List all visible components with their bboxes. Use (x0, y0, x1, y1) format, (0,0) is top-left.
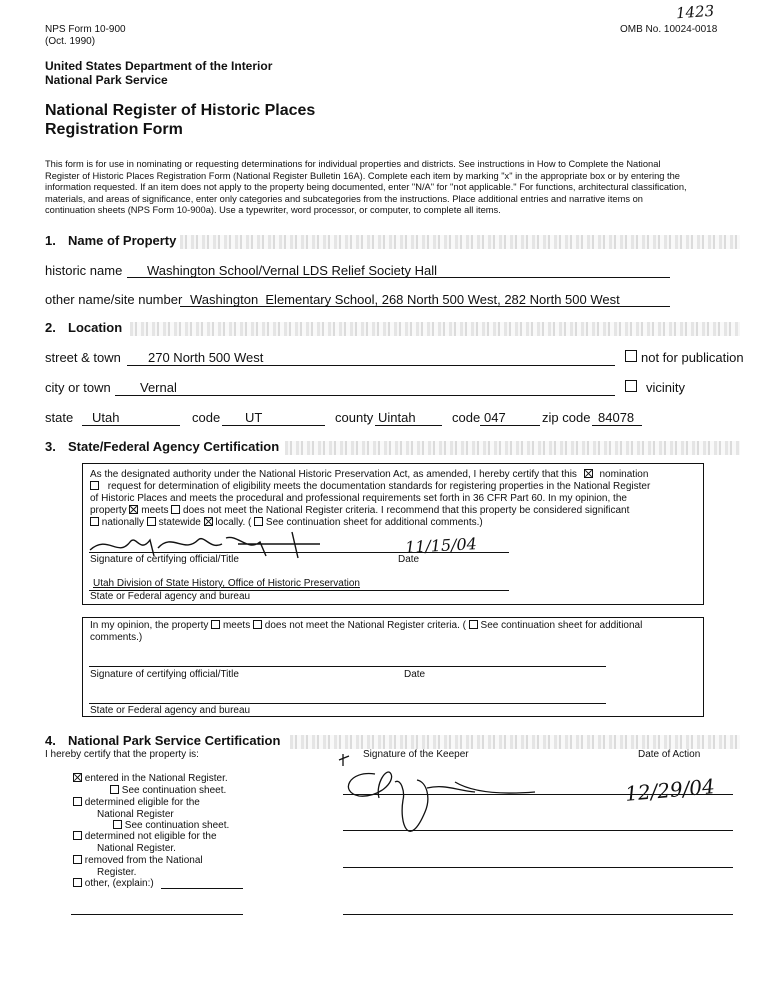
signature2-label: Signature of certifying official/Title (90, 669, 239, 680)
zip-line (592, 425, 642, 426)
vicinity-label: vicinity (646, 380, 686, 395)
other-explain-line-2 (71, 914, 243, 915)
zip-label: zip code (542, 410, 591, 425)
locally-checkbox[interactable] (204, 517, 213, 526)
form-number: NPS Form 10-900 (45, 24, 126, 35)
signature2-line (89, 666, 606, 667)
signature-line (89, 552, 509, 553)
eligible-label: determined eligible for the (84, 797, 200, 808)
see-cont-option (110, 785, 226, 797)
cert-text: request for determination of eligibility meets the documentation standards for registering properties in the National Register (107, 481, 651, 492)
section-band (180, 235, 740, 249)
keeper-label: Signature of the Keeper (363, 749, 469, 760)
nationally-label: nationally (101, 517, 145, 528)
omb-number: OMB No. 10024-0018 (620, 24, 718, 35)
code-value[interactable]: UT (245, 410, 263, 425)
entered-option (73, 773, 228, 785)
date-action-label: Date of Action (638, 749, 701, 760)
section-band (130, 322, 740, 336)
other-checkbox[interactable] (73, 878, 82, 887)
section1-title: Name of Property (68, 233, 177, 248)
handwritten-number: 1423 (675, 1, 715, 23)
other-label: other, (explain:) (84, 878, 154, 889)
nationally-checkbox[interactable] (90, 517, 99, 526)
section3-title: State/Federal Agency Certification (68, 439, 280, 454)
page-title: National Register of Historic Places (45, 102, 316, 119)
meets-checkbox[interactable] (129, 505, 138, 514)
cert-line4 (90, 505, 629, 517)
vicinity-checkbox[interactable] (625, 380, 637, 392)
opinion-continuation-checkbox[interactable] (469, 620, 478, 629)
department: United States Department of the Interior (45, 59, 273, 73)
cert-text: As the designated authority under the National Historic Preservation Act, as amended, I hereby certify that this (90, 469, 577, 480)
street-line (127, 365, 615, 366)
removed-label-2: Register. (97, 867, 137, 878)
statewide-label: statewide (158, 517, 201, 528)
instructions-line: continuation sheets (NPS Form 10-900a). Use a typewriter, word processor, or computer, to complete all items. (45, 205, 501, 215)
opinion-box (82, 617, 704, 717)
county-line (375, 425, 442, 426)
not-for-publication-checkbox[interactable] (625, 350, 637, 362)
see-cont-label-2: See continuation sheet. (124, 820, 230, 831)
not-eligible-checkbox[interactable] (73, 831, 82, 840)
state-value[interactable]: Utah (92, 410, 120, 425)
not-eligible-label: determined not eligible for the (84, 831, 217, 842)
cert-text: property (90, 505, 127, 516)
removed-label: removed from the National (84, 855, 203, 866)
section4-number: 4. (45, 733, 56, 748)
opinion-meets-checkbox[interactable] (211, 620, 220, 629)
section2-number: 2. (45, 320, 56, 335)
county-code-line (480, 425, 540, 426)
entered-checkbox[interactable] (73, 773, 82, 782)
not-for-publication-label: not for publication (641, 350, 744, 365)
instructions-line: This form is for use in nominating or requesting determinations for individual properties and districts. See instructions in How to Complete the National (45, 159, 661, 169)
removed-option (73, 855, 203, 867)
eligible-checkbox[interactable] (73, 797, 82, 806)
other-name-label: other name/site number (45, 292, 183, 307)
statewide-checkbox[interactable] (147, 517, 156, 526)
see-cont-label: See continuation sheet. (121, 785, 227, 796)
cert-line2 (90, 481, 650, 493)
certify-label: I hereby certify that the property is: (45, 749, 199, 760)
other-name-line (180, 306, 670, 307)
cert-line3: of Historic Places and meets the procedural and professional requirements set forth in 36 CFR Part 60. In my opinion, the (90, 493, 627, 504)
agency-label: State or Federal agency and bureau (90, 591, 251, 602)
entered-label: entered in the National Register. (84, 773, 228, 784)
opinion-line1 (90, 620, 642, 632)
opinion-meets-label: meets (222, 620, 251, 631)
code-line (222, 425, 325, 426)
cert-text: does not meet the National Register criteria. I recommend that this property be considered significant (183, 505, 630, 516)
keeper-signature (335, 752, 545, 852)
action-date: 12/29/04 (624, 774, 716, 806)
keeper-line-3 (343, 867, 733, 868)
agency2-label: State or Federal agency and bureau (90, 705, 251, 716)
opinion-text: In my opinion, the property (90, 620, 209, 631)
date2-label: Date (404, 669, 426, 680)
historic-name-value[interactable]: Washington School/Vernal LDS Relief Society Hall (147, 263, 437, 278)
eligible-option (73, 797, 200, 809)
historic-name-label: historic name (45, 263, 123, 278)
does-not-meet-checkbox[interactable] (171, 505, 180, 514)
signed-date: 11/15/04 (404, 534, 478, 557)
opinion-does-not-meet-checkbox[interactable] (253, 620, 262, 629)
meets-label: meets (141, 505, 169, 516)
opinion-text: See continuation sheet for additional (480, 620, 643, 631)
form-date: (Oct. 1990) (45, 36, 96, 47)
zip-value[interactable]: 84078 (598, 410, 635, 425)
other-explain-line (161, 888, 243, 889)
continuation-checkbox[interactable] (254, 517, 263, 526)
street-label: street & town (45, 350, 121, 365)
removed-checkbox[interactable] (73, 855, 82, 864)
section3-number: 3. (45, 439, 56, 454)
eligible-label-2: National Register (97, 809, 174, 820)
page-subtitle: Registration Form (45, 121, 183, 138)
nomination-label: nomination (599, 469, 649, 480)
eligible-continuation-checkbox[interactable] (113, 820, 122, 829)
nomination-checkbox[interactable] (584, 469, 593, 478)
date-label: Date (398, 554, 420, 565)
code-label: code (192, 410, 221, 425)
instructions-line: Register of Historic Places Registration Form (National Register Bulletin 16A). Complete each item by marking "x" in the appropriate box or by entering the (45, 170, 680, 181)
request-checkbox[interactable] (90, 481, 99, 490)
keeper-line-2 (343, 830, 733, 831)
agency2-line (89, 703, 606, 704)
state-label: state (45, 410, 74, 425)
signature-label: Signature of certifying official/Title (90, 554, 239, 565)
city-line (115, 395, 615, 396)
state-line (82, 425, 180, 426)
continuation-label: See continuation sheet for additional comments.) (265, 517, 483, 528)
county-code-value[interactable]: 047 (484, 410, 506, 425)
not-eligible-option (73, 831, 217, 843)
section2-title: Location (68, 320, 123, 335)
historic-name-line (127, 277, 670, 278)
section4-title: National Park Service Certification (68, 733, 281, 748)
opinion-line2: comments.) (90, 632, 143, 643)
agency-value[interactable]: Utah Division of State History, Office of Historic Preservation (93, 578, 360, 589)
county-value[interactable]: Uintah (378, 410, 416, 425)
cert-line1 (90, 469, 648, 481)
county-code-label: code (452, 410, 481, 425)
section-band (290, 735, 740, 749)
keeper-line-4 (343, 914, 733, 915)
opinion-text: does not meet the National Register criteria. ( (264, 620, 466, 631)
other-name-value[interactable]: Washington Elementary School, 268 North 500 West, 282 North 500 West (190, 292, 620, 307)
county-label: county (335, 410, 374, 425)
not-eligible-label-2: National Register. (97, 843, 176, 854)
section-band (285, 441, 740, 455)
city-label: city or town (45, 380, 111, 395)
section1-number: 1. (45, 233, 56, 248)
locally-label: locally. ( (215, 517, 252, 528)
street-value[interactable]: 270 North 500 West (148, 350, 264, 365)
entered-continuation-checkbox[interactable] (110, 785, 119, 794)
instructions-line: information requested. If an item does not apply to the property being documented, enter "N/A" for "not applicable." For functions, architectural classification, (45, 182, 687, 192)
instructions (45, 159, 745, 217)
city-value[interactable]: Vernal (140, 380, 177, 395)
other-option (73, 878, 154, 890)
keeper-line-1 (343, 794, 733, 795)
agency-name: National Park Service (45, 73, 168, 87)
instructions-line: materials, and areas of significance, enter only categories and subcategories from the instructions. Place additional entries and narrative items on (45, 193, 643, 204)
